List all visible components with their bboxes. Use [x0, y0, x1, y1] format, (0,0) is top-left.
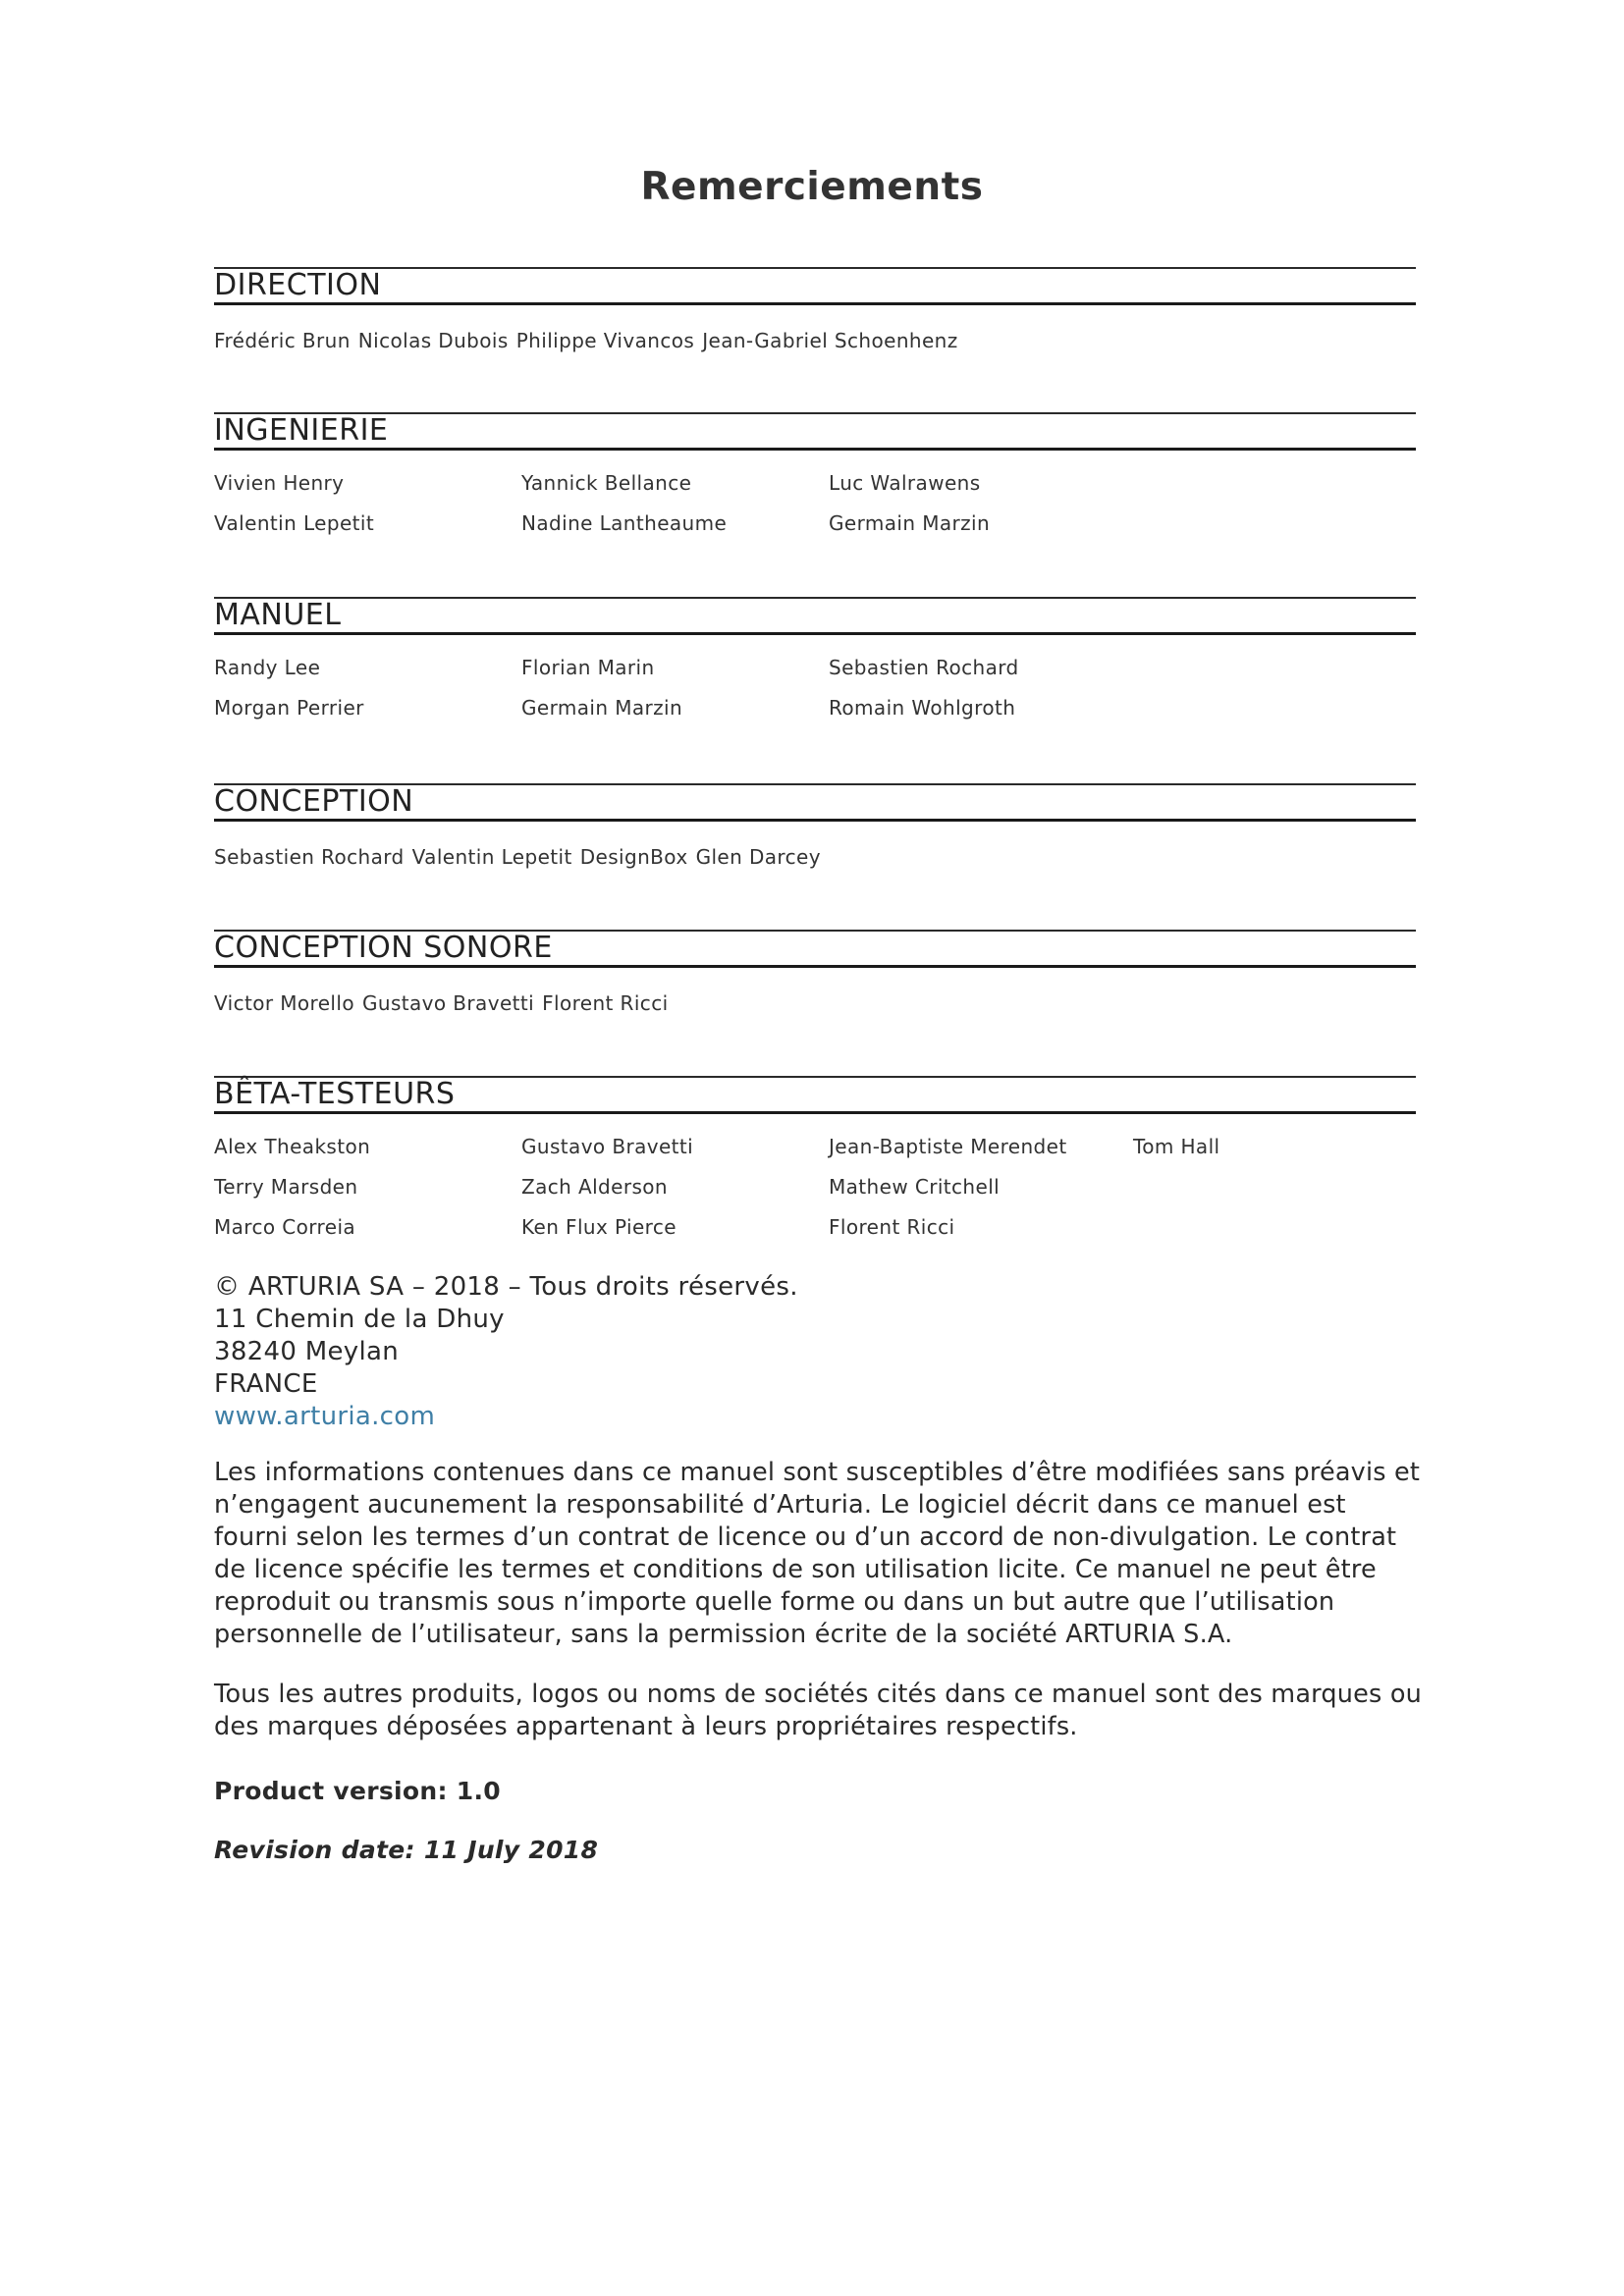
section-title: BÊTA-TESTEURS: [214, 1077, 456, 1111]
name: Sebastien Rochard: [214, 845, 405, 869]
name: Marco Correia: [214, 1215, 356, 1239]
name: Glen Darcey: [695, 845, 821, 869]
name-grid: [214, 655, 1416, 721]
section-header: [214, 1076, 1416, 1114]
product-version: Product version: 1.0: [214, 1777, 501, 1805]
name: Valentin Lepetit: [411, 845, 572, 869]
country-line: FRANCE: [214, 1369, 318, 1399]
name: Alex Theakston: [214, 1135, 371, 1158]
section-ingenierie: [214, 412, 1416, 536]
name: Tom Hall: [1133, 1135, 1220, 1158]
name: Philippe Vivancos: [515, 329, 695, 352]
name: Nadine Lantheaume: [521, 511, 728, 535]
name: Victor Morello: [214, 991, 354, 1015]
section-direction: [214, 267, 1416, 352]
name: Yannick Bellance: [521, 471, 692, 495]
name: Jean-Baptiste Merendet: [829, 1135, 1067, 1158]
name: Jean-Gabriel Schoenhenz: [702, 329, 958, 352]
name-grid: [214, 470, 1416, 536]
section-header: [214, 597, 1416, 635]
section-header: [214, 783, 1416, 822]
name: Germain Marzin: [521, 696, 683, 720]
name: Ken Flux Pierce: [521, 1215, 677, 1239]
disclaimer-paragraph: Les informations contenues dans ce manuel sont susceptibles d’être modifiées sans préavis et n’engagent aucunement la responsabilité d’Arturia. Le logiciel décrit dans ce manuel est fourni selon les termes d’un contrat de licence ou d’un accord de non-divulgation. Le contrat de licence spécifie les termes et conditions de son utilisation licite. Ce manuel ne peut être reproduit ou transmis sous n’importe quelle forme ou dans un but autre que l’utilisation personnelle de l’utilisateur, sans la permission écrite de la société ARTURIA S.A.: [214, 1458, 1421, 1649]
section-title: CONCEPTION SONORE: [214, 931, 553, 965]
name: Gustavo Bravetti: [521, 1135, 694, 1158]
city-line: 38240 Meylan: [214, 1337, 400, 1366]
name: Mathew Critchell: [829, 1175, 1001, 1199]
name: Randy Lee: [214, 656, 321, 679]
name: Terry Marsden: [214, 1175, 358, 1199]
page-title: Remerciements: [640, 165, 984, 209]
name: Vivien Henry: [214, 471, 345, 495]
name: [1133, 1214, 1329, 1240]
name: Luc Walrawens: [829, 471, 981, 495]
section-header: [214, 267, 1416, 305]
name: Romain Wohlgroth: [829, 696, 1016, 720]
street-line: 11 Chemin de la Dhuy: [214, 1305, 505, 1334]
name: DesignBox: [579, 845, 688, 869]
name-list: [214, 845, 1416, 869]
copyright-line: © ARTURIA SA – 2018 – Tous droits réservés.: [214, 1272, 798, 1302]
name-list: [214, 329, 1416, 352]
name: Frédéric Brun: [214, 329, 351, 352]
section-conception-sonore: [214, 930, 1416, 1015]
section-title: INGENIERIE: [214, 413, 389, 448]
address-block: [214, 1271, 1416, 1433]
name: Florent Ricci: [542, 991, 669, 1015]
section-header: [214, 930, 1416, 968]
section-manuel: [214, 597, 1416, 721]
name: Germain Marzin: [829, 511, 991, 535]
name: Nicolas Dubois: [357, 329, 509, 352]
section-conception: [214, 783, 1416, 869]
name: Valentin Lepetit: [214, 511, 375, 535]
name: Morgan Perrier: [214, 696, 364, 720]
name: Florian Marin: [521, 656, 655, 679]
section-title: DIRECTION: [214, 268, 382, 302]
section-beta-testeurs: [214, 1076, 1416, 1240]
name-list: [214, 991, 1416, 1015]
website-link[interactable]: www.arturia.com: [214, 1402, 436, 1431]
name: Zach Alderson: [521, 1175, 668, 1199]
revision-date: Revision date: 11 July 2018: [214, 1836, 599, 1864]
name: Florent Ricci: [829, 1215, 955, 1239]
section-title: CONCEPTION: [214, 784, 414, 819]
section-title: MANUEL: [214, 598, 342, 632]
name: Gustavo Bravetti: [361, 991, 535, 1015]
trademark-paragraph: Tous les autres produits, logos ou noms de sociétés cités dans ce manuel sont des marques ou des marques déposées appartenant à leurs propriétaires respectifs.: [214, 1680, 1422, 1741]
name: Sebastien Rochard: [829, 656, 1019, 679]
name-grid: [214, 1134, 1416, 1240]
section-header: [214, 412, 1416, 451]
name: [1133, 1174, 1329, 1200]
